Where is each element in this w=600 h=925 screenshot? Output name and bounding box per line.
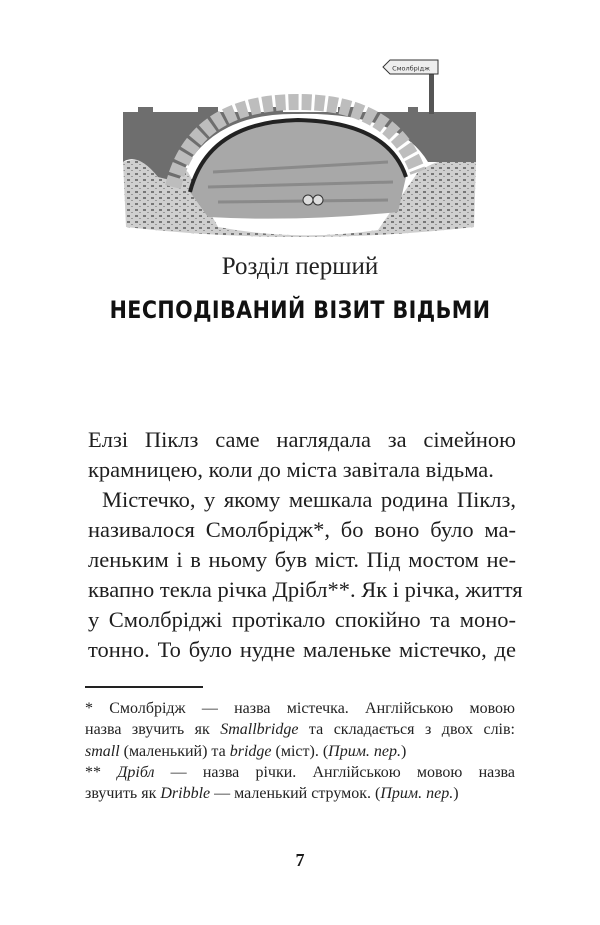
text: (маленький) та xyxy=(119,742,230,760)
body-line: крамницею, коли до міста завітала відьма. xyxy=(88,457,494,482)
text: назва звучить як xyxy=(85,721,221,739)
text-italic: Дрібл xyxy=(117,763,155,781)
body-line: називалося Смолбрідж*, бо воно було ма- xyxy=(88,517,516,542)
text-italic: Dribble xyxy=(160,785,211,803)
footnote-1-line xyxy=(85,719,515,740)
body-line: у Смолбріджі протікало спокійно та моно- xyxy=(88,607,516,632)
body-text xyxy=(88,425,523,665)
body-line: Містечко, у якому мешкала родина Піклз, xyxy=(102,487,516,512)
text-italic: Прим. пер. xyxy=(328,742,402,760)
chapter-title: НЕСПОДІВАНИЙ ВІЗИТ ВІДЬМИ xyxy=(109,296,491,324)
text: ) xyxy=(453,785,459,803)
text: звучить як xyxy=(85,785,161,803)
text: ) xyxy=(401,742,407,760)
footnote-2-line xyxy=(85,762,515,783)
text-italic: Прим. пер. xyxy=(380,785,454,803)
body-line: леньким і в ньому був міст. Під мостом не- xyxy=(88,547,516,572)
text: та складається з двох слів: xyxy=(298,721,515,739)
footnotes xyxy=(85,698,515,804)
footnote-1-line: * Смолбрідж — назва містечка. Англійською мовою xyxy=(85,700,515,717)
text-italic: small xyxy=(85,742,120,760)
page-number: 7 xyxy=(295,850,305,870)
footnote-1-line xyxy=(85,741,515,762)
text: — маленький струмок. ( xyxy=(210,785,381,803)
body-line: Елзі Піклз саме наглядала за сімейною xyxy=(88,427,516,452)
text-italic: Smallbridge xyxy=(220,721,299,739)
body-line: тонно. То було нудне маленьке містечко, де xyxy=(88,637,516,662)
text: — назва річки. Англійською мовою назва xyxy=(154,763,516,781)
text: ** xyxy=(85,763,118,781)
text: (міст). ( xyxy=(271,742,329,760)
footnote-divider xyxy=(85,686,203,688)
text-italic: bridge xyxy=(229,742,272,760)
footnote-2-line xyxy=(85,783,515,804)
bridge-illustration xyxy=(118,52,480,242)
chapter-label: Розділ перший xyxy=(221,253,379,280)
body-line: квапно текла річка Дрібл**. Як і річка, життя xyxy=(88,577,523,602)
sign-text: Смолбрідж xyxy=(392,64,430,73)
